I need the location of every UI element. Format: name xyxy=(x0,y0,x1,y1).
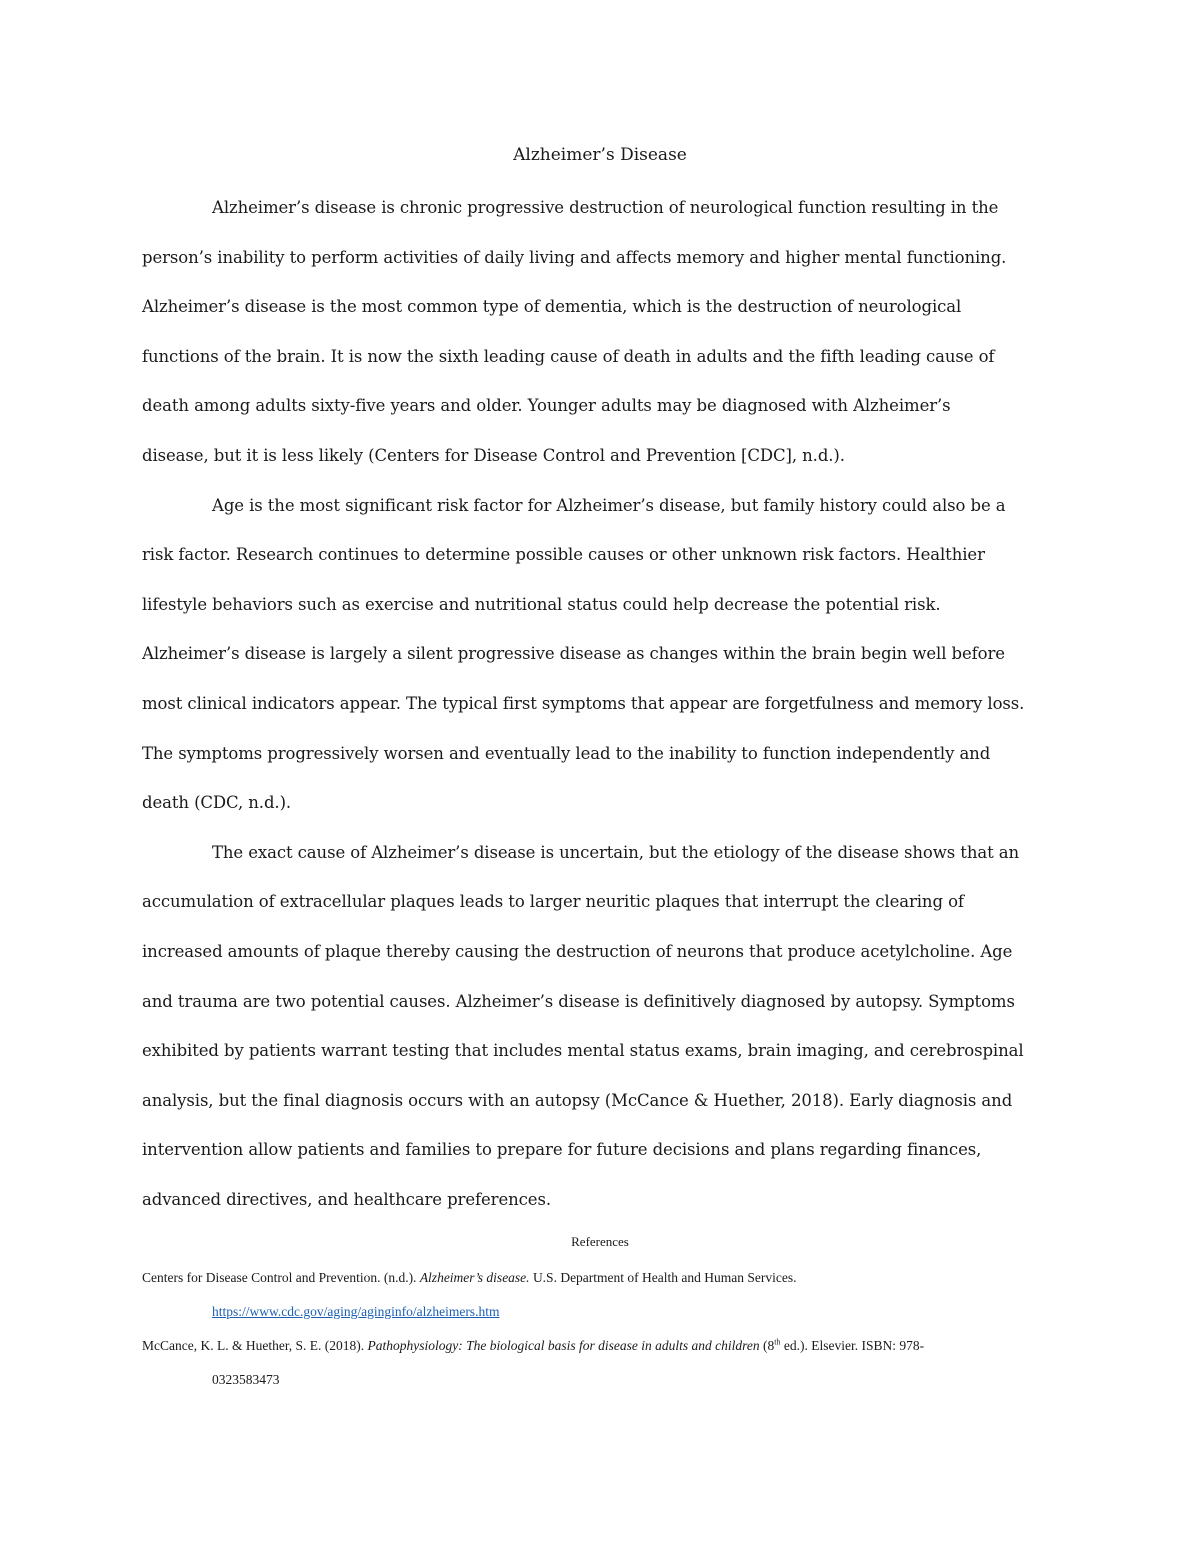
paragraph-line: exhibited by patients warrant testing that includes mental status exams, brain imaging, and cerebrospinal xyxy=(142,1041,1024,1061)
paragraph-line: most clinical indicators appear. The typical first symptoms that appear are forgetfulness and memory loss. xyxy=(142,693,1025,713)
paragraph-line: The symptoms progressively worsen and eventually lead to the inability to function independently and xyxy=(142,743,991,763)
reference-line xyxy=(142,1302,1062,1322)
paragraph-line: lifestyle behaviors such as exercise and nutritional status could help decrease the potential risk. xyxy=(142,594,941,614)
reference-edition-superscript: th xyxy=(774,1337,781,1347)
reference-entry-cdc xyxy=(142,1268,1062,1322)
reference-title: Alzheimer’s disease. xyxy=(419,1270,530,1285)
references-heading: References xyxy=(571,1234,629,1249)
paragraph-line: death among adults sixty-five years and older. Younger adults may be diagnosed with Alzheimer’s xyxy=(142,396,951,416)
paragraph-line: increased amounts of plaque thereby causing the destruction of neurons that produce acetylcholine. Age xyxy=(142,941,1013,961)
paragraph-line: Alzheimer’s disease is chronic progressive destruction of neurological function resulting in the xyxy=(212,198,999,217)
paragraph-line: advanced directives, and healthcare preferences. xyxy=(142,1189,551,1209)
paragraph-line: risk factor. Research continues to determine possible causes or other unknown risk factors. Healthier xyxy=(142,545,985,565)
reference-line xyxy=(142,1268,1062,1288)
paragraph-1 xyxy=(142,183,1052,481)
document-title: Alzheimer’s Disease xyxy=(513,145,687,165)
reference-entry-mccance xyxy=(142,1336,1062,1390)
paragraph-line: and trauma are two potential causes. Alzheimer’s disease is definitively diagnosed by autopsy. Symptoms xyxy=(142,991,1015,1011)
reference-author-date: McCance, K. L. & Huether, S. E. (2018). xyxy=(142,1338,368,1353)
reference-publisher: U.S. Department of Health and Human Services. xyxy=(529,1270,797,1285)
reference-publisher: ed.). Elsevier. ISBN: 978- xyxy=(780,1338,925,1353)
paragraph-line: accumulation of extracellular plaques leads to larger neuritic plaques that interrupt the clearing of xyxy=(142,892,964,912)
paragraph-3 xyxy=(142,828,1052,1225)
paragraph-2 xyxy=(142,481,1052,828)
paragraph-line: Alzheimer’s disease is largely a silent progressive disease as changes within the brain begin well before xyxy=(142,644,1005,664)
paragraph-line: The exact cause of Alzheimer’s disease is uncertain, but the etiology of the disease shows that an xyxy=(212,842,1020,862)
reference-author-date: Centers for Disease Control and Prevention. (n.d.). xyxy=(142,1270,420,1285)
paragraph-line: death (CDC, n.d.). xyxy=(142,793,292,813)
paragraph-line: disease, but it is less likely (Centers for Disease Control and Prevention [CDC], n.d.). xyxy=(142,445,845,465)
references-list xyxy=(142,1268,1062,1404)
reference-isbn-continuation: 0323583473 xyxy=(212,1372,280,1387)
paragraph-line: intervention allow patients and families to prepare for future decisions and plans regarding finances, xyxy=(142,1140,982,1160)
paragraph-line: person’s inability to perform activities of daily living and affects memory and higher mental functioning. xyxy=(142,247,1007,267)
paragraph-line: Age is the most significant risk factor for Alzheimer’s disease, but family history could also be a xyxy=(212,495,1006,515)
reference-url-link[interactable]: https://www.cdc.gov/aging/aginginfo/alzheimers.htm xyxy=(212,1304,500,1319)
reference-line xyxy=(142,1336,1062,1356)
paragraph-line: functions of the brain. It is now the sixth leading cause of death in adults and the fifth leading cause of xyxy=(142,346,995,366)
reference-title: Pathophysiology: The biological basis for disease in adults and children xyxy=(367,1338,760,1353)
document-body xyxy=(142,183,1052,1224)
reference-edition: (8 xyxy=(759,1338,775,1353)
paragraph-line: analysis, but the final diagnosis occurs with an autopsy (McCance & Huether, 2018). Early diagnosis and xyxy=(142,1090,1013,1110)
paragraph-line: Alzheimer’s disease is the most common type of dementia, which is the destruction of neurological xyxy=(142,297,962,317)
